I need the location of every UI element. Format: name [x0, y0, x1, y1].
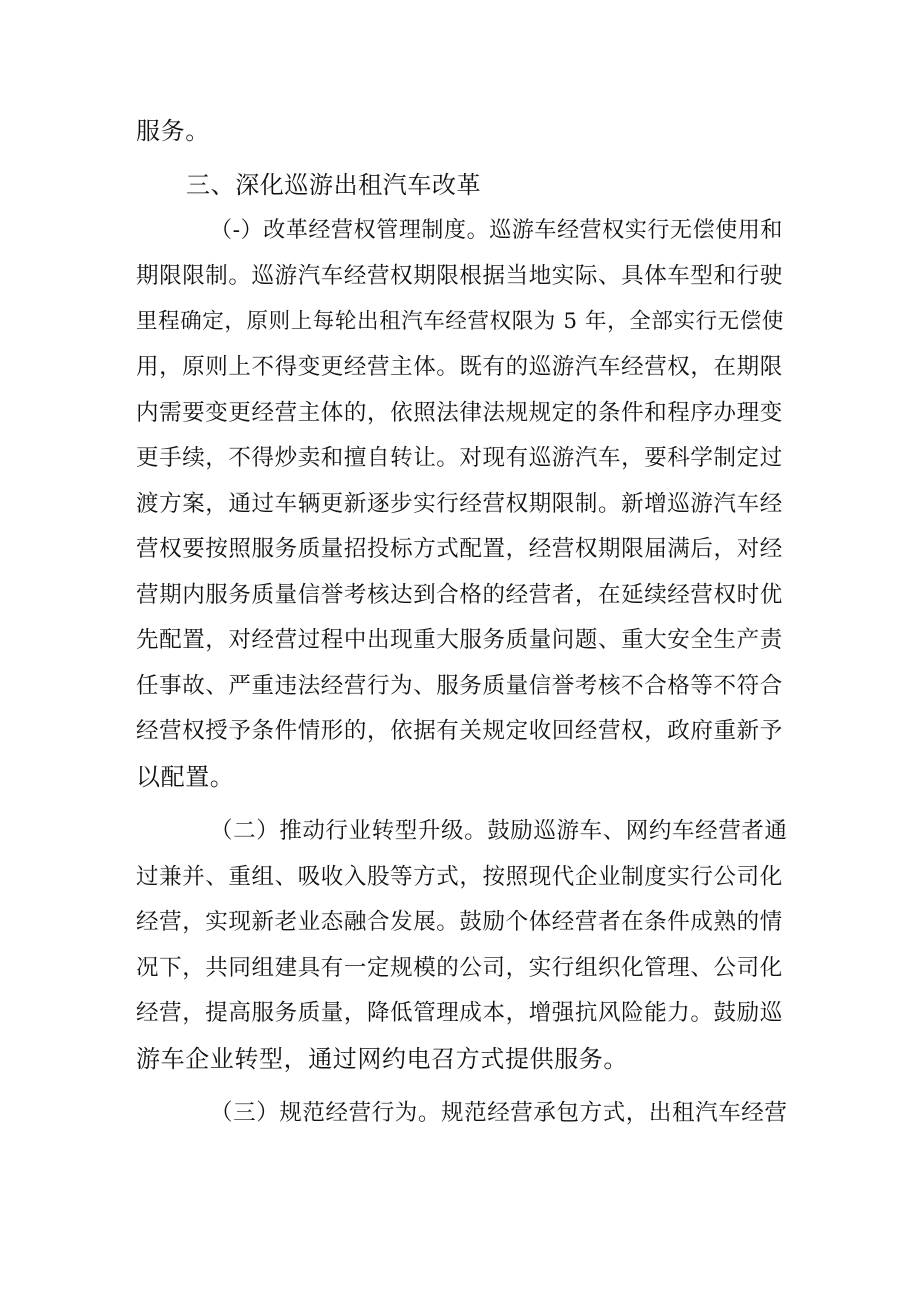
text-line: 任事故、严重违法经营行为、服务质量信誉考核不合格等不符合: [136, 673, 783, 699]
text-line: 更手续，不得炒卖和擅自转让。对现有巡游汽车，要科学制定过: [136, 445, 783, 471]
text-line: 先配置，对经营过程中出现重大服务质量问题、重大安全生产责: [136, 627, 783, 653]
text-line: 游车企业转型，通过网约电召方式提供服务。: [136, 1045, 628, 1073]
text-line: 经营权授予条件情形的，依据有关规定收回经营权，政府重新予: [136, 718, 783, 744]
text-line: 经营，实现新老业态融合发展。鼓励个体经营者在条件成熟的情: [136, 909, 783, 935]
text-line: 用，原则上不得变更经营主体。既有的巡游汽车经营权，在期限: [136, 354, 783, 380]
text-line: （二）推动行业转型升级。鼓励巡游车、网约车经营者通: [210, 818, 788, 844]
text-line: 渡方案，通过车辆更新逐步实行经营权期限制。新增巡游汽车经: [136, 491, 783, 517]
text-line: 以配置。: [136, 763, 235, 791]
text-line: （-）改革经营权管理制度。巡游车经营权实行无偿使用和: [210, 218, 784, 243]
text-line: 过兼并、重组、吸收入股等方式，按照现代企业制度实行公司化: [136, 864, 783, 890]
text-line: 里程确定，原则上每轮出租汽车经营权限为 5 年，全部实行无偿使: [136, 309, 784, 334]
text-line: 经营，提高服务质量，降低管理成本，增强抗风险能力。鼓励巡: [136, 1000, 783, 1026]
text-line: 营权要按照服务质量招投标方式配置，经营权期限届满后，对经: [136, 536, 783, 562]
text-line: 况下，共同组建具有一定规模的公司，实行组织化管理、公司化: [136, 955, 783, 981]
text-line: 营期内服务质量信誉考核达到合格的经营者，在延续经营权时优: [136, 582, 783, 608]
text-line: 服务。: [136, 117, 210, 145]
section-heading: 三、深化巡游出租汽车改革: [186, 171, 482, 199]
text-line: 期限限制。巡游汽车经营权期限根据当地实际、具体车型和行驶: [136, 263, 783, 289]
text-line: （三）规范经营行为。规范经营承包方式，出租汽车经营: [210, 1100, 788, 1126]
text-line: 内需要变更经营主体的，依照法律法规规定的条件和程序办理变: [136, 400, 783, 426]
